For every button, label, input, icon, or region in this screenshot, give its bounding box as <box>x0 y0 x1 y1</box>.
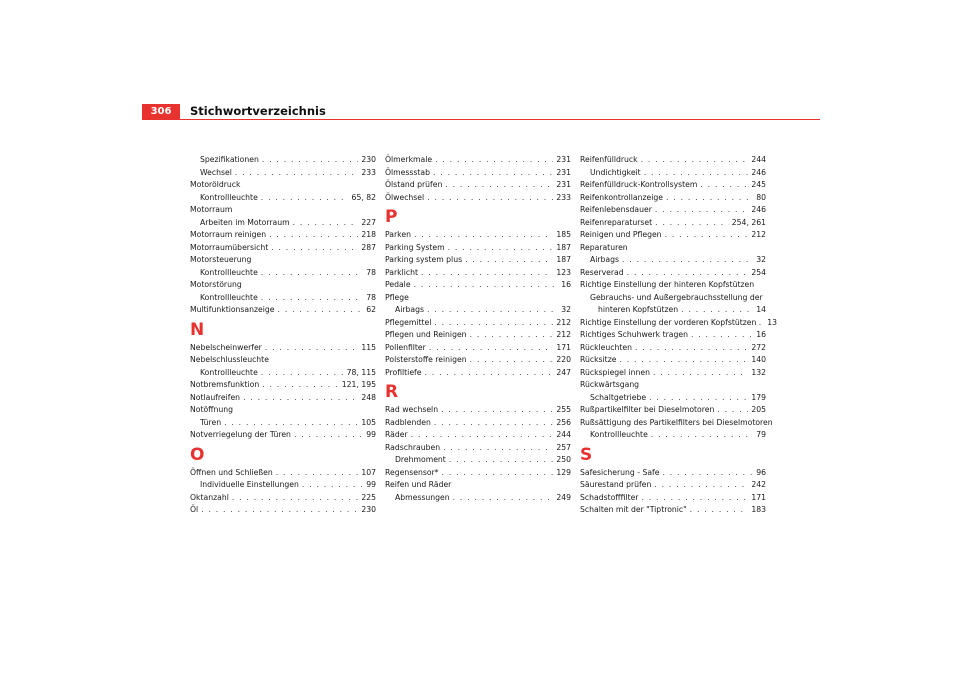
index-letter-heading: O <box>190 444 205 465</box>
dot-leader <box>448 242 554 255</box>
index-entry-label: Radblenden <box>385 417 431 427</box>
dot-leader <box>655 204 748 217</box>
index-entry <box>190 229 376 242</box>
dot-leader <box>470 354 554 367</box>
index-entry <box>385 342 571 355</box>
index-entry-label: Ölmessstab <box>385 167 431 177</box>
dot-leader <box>445 179 553 192</box>
index-entry <box>385 429 571 442</box>
index-entry <box>580 467 766 480</box>
index-entry-label: hinteren Kopfstützen <box>598 305 679 314</box>
dot-leader <box>453 492 554 505</box>
dot-leader <box>434 317 553 330</box>
dot-leader <box>294 429 363 442</box>
dot-leader <box>441 404 553 417</box>
dot-leader <box>414 229 553 242</box>
index-entry-label: Motorstörung <box>190 280 242 289</box>
index-entry-label: Kontrollleuchte <box>200 192 258 202</box>
index-entry-label: Reifenfülldruck <box>580 155 638 164</box>
dot-leader <box>278 304 364 317</box>
dot-leader <box>649 392 748 405</box>
index-entry <box>385 179 571 192</box>
dot-leader <box>433 167 553 180</box>
index-page-number: 256 <box>556 417 571 427</box>
index-entry <box>190 167 376 180</box>
index-entry-label: Individuelle Einstellungen <box>200 480 299 489</box>
index-group-heading <box>190 179 376 192</box>
index-entry <box>385 167 571 180</box>
dot-leader <box>627 267 749 280</box>
index-page-number: 187 <box>556 242 571 252</box>
index-page-number: 140 <box>751 355 766 364</box>
index-entry <box>580 167 766 180</box>
index-entry <box>580 429 766 442</box>
index-entry <box>580 317 778 330</box>
index-page-number: 171 <box>751 492 766 502</box>
index-entry-label: Radschrauben <box>385 442 441 452</box>
index-page-number: 99 <box>366 430 376 439</box>
index-group-heading <box>190 404 376 417</box>
index-entry <box>385 404 571 417</box>
dot-leader <box>470 329 554 342</box>
dot-leader <box>666 192 753 205</box>
index-entry <box>580 367 766 380</box>
index-page-number: 80 <box>756 192 766 202</box>
index-entry <box>385 317 571 330</box>
index-page-number: 225 <box>361 492 376 502</box>
index-entry <box>190 192 376 205</box>
index-entry-label: Notverriegelung der Türen <box>190 430 291 439</box>
index-page-number: 115 <box>361 342 376 352</box>
dot-leader <box>411 429 554 442</box>
index-entry-label: Undichtigkeit <box>590 167 641 177</box>
index-page-number: 65, 82 <box>351 192 376 202</box>
dot-leader <box>635 342 748 355</box>
index-page-number: 287 <box>361 242 376 252</box>
index-entry <box>385 492 571 505</box>
index-entry <box>385 467 571 480</box>
index-entry-label: Pflegen und Reinigen <box>385 330 467 339</box>
section-title: Stichwortverzeichnis <box>190 104 326 118</box>
index-entry <box>190 292 376 305</box>
dot-leader <box>235 167 358 180</box>
index-entry-label: Motoröldruck <box>190 180 241 189</box>
dot-leader <box>449 454 554 467</box>
index-entry-label: Reparaturen <box>580 242 628 252</box>
index-entry-label: Rücksitze <box>580 355 617 364</box>
index-page-number: 32 <box>756 255 766 264</box>
index-entry <box>385 242 571 255</box>
index-page-number: 13 <box>767 317 778 327</box>
index-entry-label: Richtige Einstellung der vorderen Kopfstützen . <box>580 317 762 327</box>
index-page-number: 231 <box>556 155 571 164</box>
index-page-number: 233 <box>556 192 571 202</box>
index-entry-label: Rückwärtsgang <box>580 380 640 389</box>
index-entry-label: Kontrollleuchte <box>200 292 258 302</box>
index-entry <box>580 267 766 280</box>
index-entry <box>385 367 571 380</box>
index-entry-label: Rußsättigung des Partikelfilters bei Dieselmotoren <box>580 417 773 427</box>
index-page-number: 250 <box>556 455 571 464</box>
index-entry-label: Motorraum reinigen <box>190 230 267 239</box>
index-entry <box>580 217 766 230</box>
index-entry <box>190 154 376 167</box>
dot-leader <box>654 479 748 492</box>
index-group-heading <box>385 479 571 492</box>
index-entry-label: Reinigen und Pflegen <box>580 230 662 239</box>
index-entry-label: Polsterstoffe reinigen <box>385 355 467 364</box>
index-page-number: 230 <box>361 155 376 164</box>
index-entry-label: Notlaufreifen <box>190 392 241 402</box>
index-entry <box>190 479 376 492</box>
index-page-number: 132 <box>751 367 766 377</box>
index-entry <box>190 492 376 505</box>
index-entry-label: Rückspiegel innen <box>580 367 650 377</box>
dot-leader <box>435 154 553 167</box>
index-entry-label: Motorraum <box>190 205 233 214</box>
index-page-number: 227 <box>361 217 376 227</box>
index-page-number: 171 <box>556 342 571 352</box>
index-entry <box>190 429 376 442</box>
index-entry-label: Profiltiefe <box>385 367 422 377</box>
index-entry <box>385 454 571 467</box>
index-page-number: 257 <box>556 442 571 452</box>
index-entry-label: Pflegemittel <box>385 317 432 327</box>
dot-leader <box>302 479 363 492</box>
index-entry <box>385 304 571 317</box>
dot-leader <box>201 504 358 517</box>
index-entry <box>580 229 766 242</box>
index-entry <box>190 304 376 317</box>
index-entry-label: Regensensor* <box>385 467 439 477</box>
index-entry-label: Safesicherung - Safe <box>580 467 660 477</box>
dot-leader <box>414 279 559 292</box>
index-entry-label: Parken <box>385 230 411 239</box>
index-entry <box>385 329 571 342</box>
dot-leader <box>262 154 358 167</box>
dot-leader <box>269 229 358 242</box>
index-column-1 <box>190 154 376 517</box>
index-page-number: 187 <box>556 255 571 264</box>
index-page-number: 248 <box>361 392 376 402</box>
index-entry-label: Öl <box>190 505 199 514</box>
dot-leader <box>232 492 358 505</box>
index-entry-label: Richtige Einstellung der hinteren Kopfstützen <box>580 280 755 289</box>
index-letter-heading: S <box>580 444 593 465</box>
dot-leader <box>276 467 359 480</box>
index-entry-label: Gebrauchs- und Außergebrauchsstellung der <box>590 292 763 302</box>
index-entry-label: Richtiges Schuhwerk tragen <box>580 330 688 339</box>
index-entry <box>190 367 376 380</box>
dot-leader <box>261 367 344 380</box>
index-entry-label: Pflege <box>385 292 409 302</box>
index-entry <box>580 354 766 367</box>
dot-leader <box>665 229 749 242</box>
index-page-number: 231 <box>556 167 571 177</box>
index-page-number: 246 <box>751 205 766 214</box>
dot-leader <box>427 304 558 317</box>
index-page-number: 254, 261 <box>731 217 766 227</box>
index-letter-heading: P <box>385 207 398 227</box>
index-entry-label: Airbags <box>395 305 425 314</box>
index-entry-label: Notbremsfunktion <box>190 380 260 389</box>
index-entry-label: Parklicht <box>385 267 418 277</box>
index-column-2 <box>385 154 571 504</box>
index-page-number: 212 <box>556 330 571 339</box>
index-entry <box>580 254 766 267</box>
dot-leader <box>655 217 729 230</box>
dot-leader <box>691 329 753 342</box>
dot-leader <box>261 267 363 280</box>
index-entry-label: Ölmerkmale <box>385 155 433 164</box>
index-entry-label: Drehmoment <box>395 455 446 464</box>
dot-leader <box>681 304 753 317</box>
index-entry <box>580 504 766 517</box>
index-entry <box>190 392 376 405</box>
dot-leader <box>641 154 749 167</box>
index-entry <box>580 342 766 355</box>
index-page-number: 218 <box>361 230 376 239</box>
index-entry-label: Rad wechseln <box>385 405 439 414</box>
index-entry-label: Nebelscheinwerfer <box>190 342 262 352</box>
index-page-number: 212 <box>751 230 766 239</box>
index-entry-label: Kontrollleuchte <box>590 430 648 439</box>
index-page-number: 99 <box>366 480 376 489</box>
index-letter-heading: R <box>385 382 399 402</box>
index-group-heading <box>190 204 376 217</box>
dot-leader <box>442 467 554 480</box>
dot-leader <box>293 217 359 230</box>
index-page-number: 230 <box>361 505 376 514</box>
index-entry-label: Ölwechsel <box>385 192 425 202</box>
index-entry-label: Parking System <box>385 242 445 252</box>
index-entry-label: Schadstofffilter <box>580 492 639 502</box>
page-header <box>0 0 960 130</box>
index-page-number: 247 <box>556 367 571 377</box>
dot-leader <box>700 179 748 192</box>
index-group-heading <box>385 292 571 305</box>
index-entry-label: Parking system plus <box>385 255 463 264</box>
index-page-number: 105 <box>361 417 376 427</box>
index-entry-label: Abmessungen <box>395 492 450 502</box>
index-entry <box>190 417 376 430</box>
dot-leader <box>265 342 358 355</box>
index-entry <box>190 504 376 517</box>
index-group-heading <box>190 354 376 367</box>
index-page-number: 205 <box>751 405 766 414</box>
dot-leader <box>465 254 553 267</box>
index-entry-label: Wechsel <box>200 167 232 177</box>
index-page-number: 242 <box>751 480 766 489</box>
dot-leader <box>224 417 358 430</box>
index-entry-label: Reifenfülldruck-Kontrollsystem <box>580 180 698 189</box>
index-entry <box>385 254 571 267</box>
dot-leader <box>690 504 749 517</box>
index-entry <box>580 404 766 417</box>
index-page-number: 32 <box>561 305 571 314</box>
index-entry <box>385 442 571 455</box>
index-entry-label: Oktanzahl <box>190 492 229 502</box>
dot-leader <box>261 292 363 305</box>
dot-leader <box>653 367 748 380</box>
index-page-number: 121, 195 <box>341 380 376 389</box>
index-page-number: 129 <box>556 467 571 477</box>
index-group-heading <box>580 379 766 392</box>
dot-leader <box>644 167 749 180</box>
index-entry-label: Notöffnung <box>190 405 233 414</box>
dot-leader <box>619 354 748 367</box>
dot-leader <box>717 404 748 417</box>
dot-leader <box>261 192 349 205</box>
index-page-number: 79 <box>756 430 766 439</box>
index-page-number: 78, 115 <box>346 367 376 377</box>
index-entry-label: Arbeiten im Motorraum <box>200 217 290 227</box>
index-page-number: 78 <box>366 267 376 277</box>
index-page-number: 233 <box>361 167 376 177</box>
index-page-number: 62 <box>366 305 376 314</box>
index-entry-label: Öffnen und Schließen <box>190 467 273 477</box>
dot-leader <box>262 379 339 392</box>
index-entry-label: Airbags <box>590 255 620 264</box>
index-entry-label: Reserverad <box>580 267 624 277</box>
dot-leader <box>425 367 554 380</box>
index-entry-label: Schaltgetriebe <box>590 392 647 402</box>
index-entry <box>385 229 571 242</box>
index-entry-label: Multifunktionsanzeige <box>190 305 275 314</box>
index-page-number: 14 <box>756 305 766 314</box>
index-entry-label: Reifenreparaturset <box>580 217 653 227</box>
dot-leader <box>271 242 358 255</box>
index-page-number: 231 <box>556 180 571 189</box>
index-entry <box>580 479 766 492</box>
index-entry <box>190 267 376 280</box>
index-page-number: 220 <box>556 355 571 364</box>
index-entry-label: Pollenfilter <box>385 342 426 352</box>
index-entry <box>385 417 571 430</box>
index-page-number: 179 <box>751 392 766 402</box>
index-page-number: 246 <box>751 167 766 177</box>
index-entry <box>580 392 766 405</box>
dot-leader <box>641 492 748 505</box>
index-entry-label: Säurestand prüfen <box>580 480 652 489</box>
index-column-3 <box>580 154 778 517</box>
index-entry-label: Motorraumübersicht <box>190 242 269 252</box>
index-entry-label: Reifenlebensdauer <box>580 205 652 214</box>
index-page-number: 272 <box>751 342 766 352</box>
index-page-number: 254 <box>751 267 766 277</box>
index-page-number: 123 <box>556 267 571 277</box>
index-page-number: 185 <box>556 230 571 239</box>
index-entry-label: Rußpartikelfilter bei Dieselmotoren <box>580 405 715 414</box>
index-entry-label: Türen <box>200 417 222 427</box>
index-entry <box>190 242 376 255</box>
index-group-heading <box>580 292 766 305</box>
index-page-number: 183 <box>751 505 766 514</box>
index-entry-label: Ölstand prüfen <box>385 180 443 189</box>
page-number-badge: 306 <box>142 104 180 119</box>
dot-leader <box>662 467 753 480</box>
index-entry <box>190 217 376 230</box>
index-entry-label: Kontrollleuchte <box>200 267 258 277</box>
index-page-number: 16 <box>561 280 571 289</box>
index-group-heading <box>580 417 773 430</box>
index-entry-label: Reifenkontrollanzeige <box>580 192 663 202</box>
index-entry-label: Rückleuchten <box>580 342 632 352</box>
dot-leader <box>622 254 753 267</box>
index-group-heading <box>190 279 376 292</box>
index-entry <box>580 492 766 505</box>
index-group-heading <box>580 279 766 292</box>
index-group-heading <box>190 254 376 267</box>
index-entry <box>385 279 571 292</box>
dot-leader <box>443 442 553 455</box>
index-entry <box>580 204 766 217</box>
index-page-number: 244 <box>751 155 766 164</box>
index-entry-label: Nebelschlussleuchte <box>190 355 269 364</box>
index-page-number: 244 <box>556 430 571 439</box>
index-entry <box>190 467 376 480</box>
index-entry-label: Schalten mit der "Tiptronic" <box>580 505 687 514</box>
index-entry <box>190 379 376 392</box>
index-page-number: 107 <box>361 467 376 477</box>
index-group-heading <box>580 242 766 255</box>
dot-leader <box>651 429 753 442</box>
index-page-number: 78 <box>366 292 376 302</box>
index-page-number: 249 <box>556 492 571 502</box>
dot-leader <box>429 342 553 355</box>
index-entry-label: Motorsteuerung <box>190 255 252 264</box>
header-rule <box>142 119 820 120</box>
index-entry <box>580 329 766 342</box>
index-page-number: 212 <box>556 317 571 327</box>
index-letter-heading: N <box>190 319 205 340</box>
index-entry-label: Pedale <box>385 280 411 289</box>
index-entry-label: Kontrollleuchte <box>200 367 258 377</box>
index-entry-label: Spezifikationen <box>200 155 259 164</box>
index-entry <box>580 179 766 192</box>
dot-leader <box>421 267 553 280</box>
index-entry <box>190 342 376 355</box>
index-entry <box>385 154 571 167</box>
index-entry <box>385 354 571 367</box>
index-entry <box>580 154 766 167</box>
index-entry <box>385 192 571 205</box>
index-page-number: 245 <box>751 180 766 189</box>
dot-leader <box>243 392 358 405</box>
index-page-number: 255 <box>556 405 571 414</box>
index-entry <box>385 267 571 280</box>
dot-leader <box>434 417 553 430</box>
index-page-number: 16 <box>756 330 766 339</box>
index-page-number: 96 <box>756 467 766 477</box>
index-entry-label: Räder <box>385 430 408 439</box>
index-entry <box>580 192 766 205</box>
index-entry <box>580 304 766 317</box>
dot-leader <box>427 192 553 205</box>
index-entry-label: Reifen und Räder <box>385 480 452 489</box>
